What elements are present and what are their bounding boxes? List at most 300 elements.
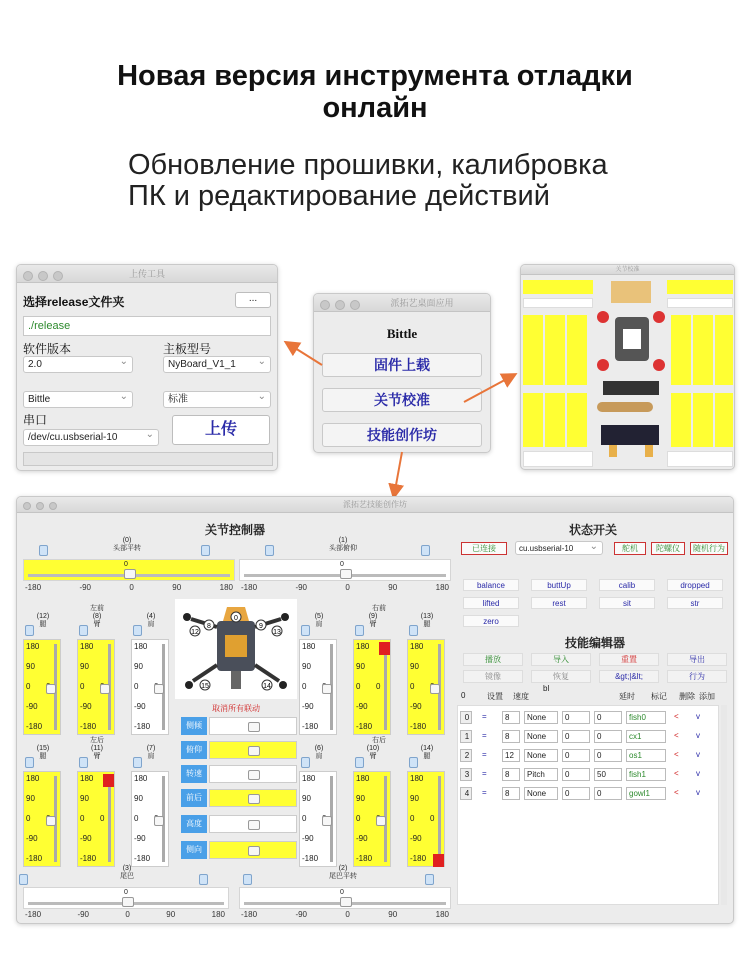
tick: 180 <box>134 774 148 783</box>
joint-index: (5) <box>314 613 324 620</box>
bl-joint-1-slider[interactable] <box>77 771 115 867</box>
delete-frame-icon[interactable]: < <box>674 769 679 778</box>
header-mark: 标记 <box>651 692 667 701</box>
slider-track <box>438 776 441 862</box>
value-a-field[interactable]: 0 <box>562 711 590 724</box>
tick: 0 <box>125 910 130 919</box>
joint-value: 0 <box>430 814 435 823</box>
port-label: 串口 <box>23 413 48 427</box>
sw-version-select[interactable]: 2.0 ⌄ <box>23 356 133 373</box>
head-tilt-value: 0 <box>340 561 344 568</box>
mode-select[interactable]: None <box>524 749 558 762</box>
front-back-slider[interactable] <box>209 789 297 807</box>
calib-robot-illustration <box>593 277 669 457</box>
head-pan-label <box>87 537 167 553</box>
br-joint-1-slider[interactable] <box>353 771 391 867</box>
slider-knob[interactable] <box>46 684 56 694</box>
tick: -180 <box>26 854 43 863</box>
folder-input[interactable]: ./release <box>23 316 271 336</box>
slider-knob[interactable] <box>248 820 260 830</box>
editor-button-7[interactable]: 行为 <box>667 670 727 683</box>
fr-joint-0-slider[interactable] <box>299 639 337 735</box>
br-joint-0-slider[interactable] <box>299 771 337 867</box>
tail-pan-value: 0 <box>340 889 344 896</box>
head-tilt-ticks <box>241 583 449 592</box>
calib-ticks-1 <box>667 298 733 308</box>
frame-name-field[interactable]: gowl1 <box>626 787 666 800</box>
skill-composer-window <box>16 496 734 924</box>
slider-knob[interactable] <box>430 684 440 694</box>
editor-button-6[interactable]: &gt;|&lt; <box>599 670 659 683</box>
port-select[interactable]: cu.usbserial-10 ⌄ <box>515 541 603 555</box>
frame-grid-header <box>461 684 721 703</box>
calib-col-4[interactable] <box>671 315 691 385</box>
header-settings: 设置 <box>487 692 503 701</box>
tick: -180 <box>241 583 258 592</box>
delete-frame-icon[interactable]: < <box>674 750 679 759</box>
calib-col-10[interactable] <box>671 393 691 447</box>
tick: 90 <box>388 583 398 592</box>
gyro-toggle[interactable]: 陀螺仪 <box>651 542 685 555</box>
mode-select[interactable]: 标准 ⌄ <box>163 391 271 408</box>
value-b-field[interactable]: 0 <box>594 787 622 800</box>
br-joint-0-label <box>307 745 331 761</box>
frame-grid <box>457 705 719 905</box>
equals-icon: = <box>482 731 487 740</box>
tick: -90 <box>410 702 422 711</box>
header-delete: 删除 <box>679 692 695 701</box>
frame-row <box>458 729 720 745</box>
br-joint-1-label <box>361 745 385 761</box>
slider-knob[interactable] <box>46 816 56 826</box>
subtitle-line-2: ПК и редактирование действий <box>128 180 550 212</box>
bl-joint-2-slider[interactable] <box>131 771 169 867</box>
head-tilt-bind-right[interactable] <box>421 545 430 556</box>
calib-col-8[interactable] <box>545 393 565 447</box>
height-label: 高度 <box>181 815 207 833</box>
tick: 180 <box>302 774 316 783</box>
arrow-to-skill <box>394 452 402 496</box>
window-title: 派拓艺桌面应用 <box>390 298 454 308</box>
tick: 180 <box>356 774 370 783</box>
preset-buttUp-button[interactable]: buttUp <box>531 579 587 591</box>
bl-group-title: 左后 <box>90 737 104 744</box>
pitch-slider[interactable] <box>209 741 297 759</box>
speed-field[interactable]: 8 <box>502 711 520 724</box>
slider-knob[interactable] <box>248 722 260 732</box>
tail-pan-ticks <box>241 910 449 919</box>
slider-knob[interactable] <box>248 846 260 856</box>
tick: 0 <box>356 814 361 823</box>
lateral-label: 侧向 <box>181 841 207 859</box>
tick: -90 <box>356 834 368 843</box>
window-title: 上传工具 <box>128 269 165 279</box>
tick: 180 <box>356 642 370 651</box>
frame-name-field[interactable]: os1 <box>626 749 666 762</box>
tick: 90 <box>80 662 89 671</box>
tick: -180 <box>134 722 151 731</box>
roll-slider[interactable] <box>209 717 297 735</box>
calib-col-11[interactable] <box>693 393 713 447</box>
zoom-dot[interactable] <box>49 502 57 510</box>
joint-index: (7) <box>146 745 156 752</box>
calib-ticks-0 <box>523 298 593 308</box>
editor-button-5[interactable]: 恢复 <box>531 670 591 683</box>
bl-joint-0-label <box>31 745 55 761</box>
tick: 0 <box>80 682 85 691</box>
delete-frame-icon[interactable]: < <box>674 731 679 740</box>
add-frame-icon[interactable]: v <box>696 712 700 721</box>
frame-index-button[interactable]: 1 <box>460 730 472 743</box>
calib-bottom-slider-1[interactable] <box>667 451 733 467</box>
preset-rest-button[interactable]: rest <box>531 597 587 609</box>
calib-col-2[interactable] <box>545 315 565 385</box>
preset-calib-button[interactable]: calib <box>599 579 655 591</box>
slider-knob-active[interactable] <box>379 642 390 655</box>
speed-field[interactable]: 8 <box>502 768 520 781</box>
mode-select[interactable]: None <box>524 787 558 800</box>
preset-dropped-button[interactable]: dropped <box>667 579 723 591</box>
frame-row <box>458 786 720 802</box>
equals-icon: = <box>482 788 487 797</box>
joint-index: (13) <box>420 613 434 620</box>
tick: 90 <box>172 583 182 592</box>
preset-zero-button[interactable]: zero <box>463 615 519 627</box>
slider-knob-active[interactable] <box>433 854 444 867</box>
joint-value: 0 <box>376 682 381 691</box>
calib-slider-1[interactable] <box>667 280 733 294</box>
fl-joint-1-bind[interactable] <box>79 625 88 636</box>
tick: 0 <box>26 682 31 691</box>
robot-joint-12: 12 <box>191 629 199 636</box>
folder-label: 选择release文件夹 <box>23 295 125 309</box>
bl-joint-2-label <box>139 745 163 761</box>
calib-col-3[interactable] <box>567 315 587 385</box>
tick: -180 <box>25 583 42 592</box>
tick: 180 <box>134 642 148 651</box>
tail-pan-slider[interactable] <box>239 887 451 909</box>
delete-frame-icon[interactable]: < <box>674 788 679 797</box>
tick: -90 <box>80 834 92 843</box>
upload-button[interactable]: 上传 <box>172 415 270 445</box>
speed-field[interactable]: 8 <box>502 730 520 743</box>
tick: 90 <box>134 794 143 803</box>
fr-group-title: 右前 <box>372 605 386 612</box>
head-tilt-slider[interactable] <box>239 559 451 581</box>
joint-name: 肩 <box>147 753 155 760</box>
slider-knob[interactable] <box>340 569 352 579</box>
delete-frame-icon[interactable]: < <box>674 712 679 721</box>
arrow-to-calib <box>464 375 514 402</box>
tail-pan-bind-left[interactable] <box>243 874 252 885</box>
joint-name: 腿 <box>423 621 431 628</box>
tick: 0 <box>129 583 134 592</box>
frame-index-button[interactable]: 2 <box>460 749 472 762</box>
frame-name-field[interactable]: cx1 <box>626 730 666 743</box>
tick: 90 <box>80 794 89 803</box>
joint-index: (3) <box>122 865 132 872</box>
value-a-field[interactable]: 0 <box>562 730 590 743</box>
tick: 90 <box>302 794 311 803</box>
tick: -180 <box>80 854 97 863</box>
tail-slider[interactable] <box>23 887 229 909</box>
robot-joint-8: 8 <box>207 623 211 630</box>
add-frame-icon[interactable]: v <box>696 788 700 797</box>
frame-scrollbar[interactable] <box>721 705 727 905</box>
tick: 0 <box>302 682 307 691</box>
robot-joint-13: 13 <box>273 629 281 636</box>
slider-knob[interactable] <box>124 569 136 579</box>
br-joint-2-slider[interactable] <box>407 771 445 867</box>
tick: -180 <box>241 910 258 919</box>
mode-select[interactable]: Pitch <box>524 768 558 781</box>
preset-sit-button[interactable]: sit <box>599 597 655 609</box>
mode-select[interactable]: None <box>524 730 558 743</box>
robot-joint-14: 14 <box>263 683 271 690</box>
tick: -90 <box>26 702 38 711</box>
joint-name: 腿 <box>423 753 431 760</box>
frame-index-button[interactable]: 0 <box>460 711 472 724</box>
calib-bottom-slider-0[interactable] <box>523 451 593 467</box>
board-label: 主板型号 <box>163 342 212 356</box>
tick: 180 <box>80 774 94 783</box>
tick: 90 <box>356 662 365 671</box>
br-joint-0-bind[interactable] <box>301 757 310 768</box>
tick: 90 <box>134 662 143 671</box>
tick: -90 <box>302 702 314 711</box>
tick: -180 <box>134 854 151 863</box>
slider-knob[interactable] <box>154 684 164 694</box>
fr-joint-2-bind[interactable] <box>409 625 418 636</box>
head-tilt-label <box>303 537 383 553</box>
fl-joint-2-bind[interactable] <box>133 625 142 636</box>
tick: 0 <box>134 682 139 691</box>
product-select[interactable]: Bittle ⌄ <box>23 391 133 408</box>
tick: 180 <box>410 642 424 651</box>
head-pan-value: 0 <box>124 561 128 568</box>
slider-knob[interactable] <box>248 794 260 804</box>
br-joint-2-bind[interactable] <box>409 757 418 768</box>
tick: -180 <box>25 910 42 919</box>
tick: -180 <box>26 722 43 731</box>
calibration-window <box>520 264 735 470</box>
head-tilt-bind-left[interactable] <box>265 545 274 556</box>
fr-joint-1-slider[interactable] <box>353 639 391 735</box>
slider-knob[interactable] <box>100 684 110 694</box>
fr-joint-2-slider[interactable] <box>407 639 445 735</box>
tick: 90 <box>410 794 419 803</box>
br-group-title: 右后 <box>372 737 386 744</box>
fr-joint-0-label <box>307 613 331 629</box>
skill-titlebar <box>17 497 733 513</box>
tail-bind-left[interactable] <box>19 874 28 885</box>
calib-col-7[interactable] <box>523 393 543 447</box>
fl-joint-0-label <box>31 613 55 629</box>
speed-slider[interactable] <box>209 765 297 783</box>
fr-joint-2-label <box>415 613 439 629</box>
bl-joint-1-bind[interactable] <box>79 757 88 768</box>
board-select[interactable]: NyBoard_V1_1 ⌄ <box>163 356 271 373</box>
fl-joint-0-slider[interactable] <box>23 639 61 735</box>
tail-pan-bind-right[interactable] <box>425 874 434 885</box>
fl-joint-1-slider[interactable] <box>77 639 115 735</box>
value-a-field[interactable]: 0 <box>562 787 590 800</box>
speed-label: 转速 <box>181 765 207 783</box>
fr-joint-1-label <box>361 613 385 629</box>
joint-name: 头部平转 <box>113 545 141 552</box>
joint-index: (11) <box>91 745 103 752</box>
firmware-upload-button[interactable]: 固件上载 <box>322 353 482 377</box>
browse-button[interactable]: ... <box>235 292 271 308</box>
slider-knob-active[interactable] <box>103 774 114 787</box>
joint-name: 臂 <box>369 621 377 628</box>
tick: -180 <box>356 722 373 731</box>
slider-knob[interactable] <box>340 897 352 907</box>
port-select[interactable]: /dev/cu.usbserial-10 ⌄ <box>23 429 159 446</box>
joint-index: (4) <box>146 613 156 620</box>
tick: 0 <box>80 814 85 823</box>
tick: 90 <box>410 662 419 671</box>
tick: 90 <box>388 910 398 919</box>
head-pan-bind-right[interactable] <box>201 545 210 556</box>
tick: -90 <box>26 834 38 843</box>
add-frame-icon[interactable]: v <box>696 731 700 740</box>
joint-name: 臂 <box>93 621 101 628</box>
calib-col-6[interactable] <box>715 315 733 385</box>
joint-controller-title: 关节控制器 <box>205 523 266 537</box>
tick: 180 <box>211 910 225 919</box>
front-back-label: 前后 <box>181 789 207 807</box>
calib-col-9[interactable] <box>567 393 587 447</box>
fr-joint-1-bind[interactable] <box>355 625 364 636</box>
br-joint-1-bind[interactable] <box>355 757 364 768</box>
editor-button-2[interactable]: 重置 <box>599 653 659 666</box>
editor-button-3[interactable]: 导出 <box>667 653 727 666</box>
joint-index: (0) <box>122 537 132 544</box>
servo-toggle[interactable]: 舵机 <box>614 542 646 555</box>
tail-bind-right[interactable] <box>199 874 208 885</box>
editor-button-1[interactable]: 导入 <box>531 653 591 666</box>
speed-field[interactable]: 8 <box>502 787 520 800</box>
slider-knob[interactable] <box>376 816 386 826</box>
tick: -90 <box>410 834 422 843</box>
calib-col-5[interactable] <box>693 315 713 385</box>
robot-joint-15: 15 <box>201 683 209 690</box>
joint-index: (14) <box>420 745 434 752</box>
joint-name: 肩 <box>147 621 155 628</box>
joint-index: (2) <box>338 865 348 872</box>
tick: -180 <box>410 722 427 731</box>
arrow-to-upload <box>287 343 322 365</box>
value-a-field[interactable]: 0 <box>562 768 590 781</box>
subtitle-line-1: Обновление прошивки, калибровка <box>128 149 608 181</box>
joint-name: 臂 <box>369 753 377 760</box>
mode-select[interactable]: None <box>524 711 558 724</box>
joint-name: 肩 <box>315 621 323 628</box>
lateral-slider[interactable] <box>209 841 297 859</box>
sw-version-label: 软件版本 <box>23 342 72 356</box>
close-dot[interactable] <box>23 502 31 510</box>
tick: -90 <box>80 702 92 711</box>
value-b-field[interactable]: 0 <box>594 730 622 743</box>
robot-joint-0: 0 <box>234 615 238 622</box>
editor-button-4[interactable]: 镜像 <box>463 670 523 683</box>
frame-name-field[interactable]: fish1 <box>626 768 666 781</box>
slider-knob[interactable] <box>248 770 260 780</box>
head-pan-ticks <box>25 583 233 592</box>
fl-joint-2-slider[interactable] <box>131 639 169 735</box>
value-b-field[interactable]: 0 <box>594 749 622 762</box>
tick: 0 <box>302 814 307 823</box>
joint-value: 0 <box>100 814 105 823</box>
speed-field[interactable]: 12 <box>502 749 520 762</box>
value-b-field[interactable]: 50 <box>594 768 622 781</box>
tick: -90 <box>295 583 307 592</box>
preset-balance-button[interactable]: balance <box>463 579 519 591</box>
slider-knob[interactable] <box>122 897 134 907</box>
connected-button[interactable]: 已连接 <box>461 542 507 555</box>
frame-index-button[interactable]: 4 <box>460 787 472 800</box>
header-add: 添加 <box>699 692 715 701</box>
random-behavior-toggle[interactable]: 随机行为 <box>690 542 728 555</box>
tick: 0 <box>26 814 31 823</box>
bl-joint-2-bind[interactable] <box>133 757 142 768</box>
tick: -180 <box>410 854 427 863</box>
fl-joint-0-bind[interactable] <box>25 625 34 636</box>
bl-joint-0-bind[interactable] <box>25 757 34 768</box>
tick: 180 <box>26 642 40 651</box>
preset-str-button[interactable]: str <box>667 597 723 609</box>
value-a-field[interactable]: 0 <box>562 749 590 762</box>
add-frame-icon[interactable]: v <box>696 750 700 759</box>
joint-calibration-button[interactable]: 关节校准 <box>322 388 482 412</box>
skill-composer-button[interactable]: 技能创作坊 <box>322 423 482 447</box>
bl-joint-1-label <box>85 745 109 761</box>
frame-name-field[interactable]: fish0 <box>626 711 666 724</box>
tick: 180 <box>302 642 316 651</box>
fr-joint-0-bind[interactable] <box>301 625 310 636</box>
bl-joint-0-slider[interactable] <box>23 771 61 867</box>
add-frame-icon[interactable]: v <box>696 769 700 778</box>
editor-button-0[interactable]: 播放 <box>463 653 523 666</box>
cancel-all-links-button[interactable]: 取消所有联动 <box>212 704 260 713</box>
tick: 180 <box>435 910 449 919</box>
calib-slider-0[interactable] <box>523 280 593 294</box>
tick: 180 <box>219 583 233 592</box>
tick: -90 <box>77 910 89 919</box>
tick: 0 <box>345 583 350 592</box>
preset-lifted-button[interactable]: lifted <box>463 597 519 609</box>
calib-col-12[interactable] <box>715 393 733 447</box>
height-slider[interactable] <box>209 815 297 833</box>
slider-knob[interactable] <box>322 816 332 826</box>
slider-knob[interactable] <box>248 746 260 756</box>
frame-index-button[interactable]: 3 <box>460 768 472 781</box>
tick: -90 <box>295 910 307 919</box>
slider-knob[interactable] <box>154 816 164 826</box>
value-b-field[interactable]: 0 <box>594 711 622 724</box>
head-pan-slider[interactable] <box>23 559 235 581</box>
calib-col-1[interactable] <box>523 315 543 385</box>
fl-group-title: 左前 <box>90 605 104 612</box>
joint-index: (9) <box>368 613 378 620</box>
frame-row <box>458 710 720 726</box>
slider-knob[interactable] <box>322 684 332 694</box>
head-pan-bind-left[interactable] <box>39 545 48 556</box>
tick: 90 <box>26 794 35 803</box>
minimize-dot[interactable] <box>36 502 44 510</box>
frame-row <box>458 748 720 764</box>
